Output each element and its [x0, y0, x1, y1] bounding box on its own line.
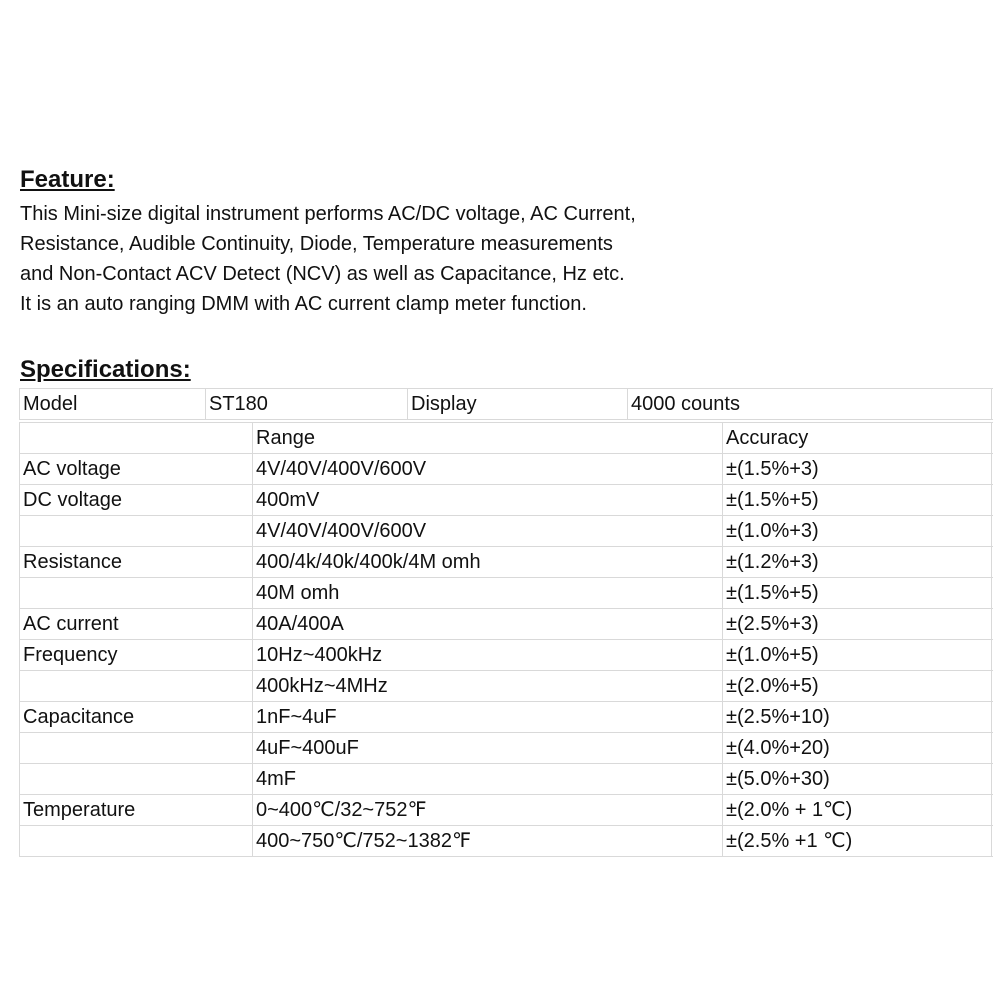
accuracy-cell: ±(1.5%+5) — [723, 578, 992, 608]
function-cell — [20, 764, 253, 794]
range-cell: 4mF — [253, 764, 723, 794]
accuracy-cell: ±(1.5%+5) — [723, 485, 992, 515]
function-cell: Frequency — [20, 640, 253, 670]
table-row — [19, 794, 993, 825]
function-cell: AC current — [20, 609, 253, 639]
accuracy-cell: ±(2.0% + 1℃) — [723, 795, 992, 825]
accuracy-cell: ±(1.0%+3) — [723, 516, 992, 546]
table-row — [19, 546, 993, 577]
function-cell: DC voltage — [20, 485, 253, 515]
feature-description — [20, 199, 780, 319]
accuracy-cell: ±(2.0%+5) — [723, 671, 992, 701]
table-row — [19, 825, 993, 857]
table-row — [19, 484, 993, 515]
function-cell — [20, 671, 253, 701]
display-value: 4000 counts — [628, 389, 992, 419]
model-row — [19, 388, 993, 420]
function-cell: Temperature — [20, 795, 253, 825]
accuracy-cell: ±(2.5% +1 ℃) — [723, 826, 992, 856]
feature-line: and Non-Contact ACV Detect (NCV) as well as Capacitance, Hz etc. — [20, 263, 625, 285]
function-cell: Resistance — [20, 547, 253, 577]
accuracy-cell: ±(4.0%+20) — [723, 733, 992, 763]
range-cell: 1nF~4uF — [253, 702, 723, 732]
model-value: ST180 — [206, 389, 408, 419]
function-cell — [20, 516, 253, 546]
accuracy-cell: ±(1.5%+3) — [723, 454, 992, 484]
table-row — [19, 732, 993, 763]
function-cell — [20, 826, 253, 856]
table-row — [19, 453, 993, 484]
range-cell: 4V/40V/400V/600V — [253, 454, 723, 484]
accuracy-column-header: Accuracy — [723, 423, 992, 453]
function-cell: Capacitance — [20, 702, 253, 732]
feature-line: It is an auto ranging DMM with AC current clamp meter function. — [20, 293, 587, 315]
range-cell: 4V/40V/400V/600V — [253, 516, 723, 546]
feature-heading: Feature: — [20, 166, 115, 193]
specifications-table — [19, 388, 993, 857]
range-cell: 400/4k/40k/400k/4M omh — [253, 547, 723, 577]
accuracy-cell: ±(2.5%+3) — [723, 609, 992, 639]
accuracy-cell: ±(1.2%+3) — [723, 547, 992, 577]
function-cell — [20, 733, 253, 763]
accuracy-cell: ±(1.0%+5) — [723, 640, 992, 670]
range-cell: 400mV — [253, 485, 723, 515]
table-row — [19, 763, 993, 794]
range-cell: 40M omh — [253, 578, 723, 608]
range-cell: 0~400℃/32~752℉ — [253, 795, 723, 825]
table-row — [19, 515, 993, 546]
range-cell: 40A/400A — [253, 609, 723, 639]
table-row — [19, 577, 993, 608]
function-cell — [20, 578, 253, 608]
table-row — [19, 701, 993, 732]
function-column-header — [20, 423, 253, 453]
table-row — [19, 639, 993, 670]
range-cell: 400kHz~4MHz — [253, 671, 723, 701]
range-cell: 10Hz~400kHz — [253, 640, 723, 670]
feature-line: Resistance, Audible Continuity, Diode, Temperature measurements — [20, 233, 613, 255]
range-column-header: Range — [253, 423, 723, 453]
model-label: Model — [20, 389, 206, 419]
display-label: Display — [408, 389, 628, 419]
feature-line: This Mini-size digital instrument performs AC/DC voltage, AC Current, — [20, 203, 636, 225]
table-row — [19, 608, 993, 639]
range-cell: 4uF~400uF — [253, 733, 723, 763]
column-header-row — [19, 422, 993, 453]
accuracy-cell: ±(5.0%+30) — [723, 764, 992, 794]
table-row — [19, 670, 993, 701]
range-cell: 400~750℃/752~1382℉ — [253, 826, 723, 856]
function-cell: AC voltage — [20, 454, 253, 484]
accuracy-cell: ±(2.5%+10) — [723, 702, 992, 732]
specifications-heading: Specifications: — [20, 356, 191, 383]
